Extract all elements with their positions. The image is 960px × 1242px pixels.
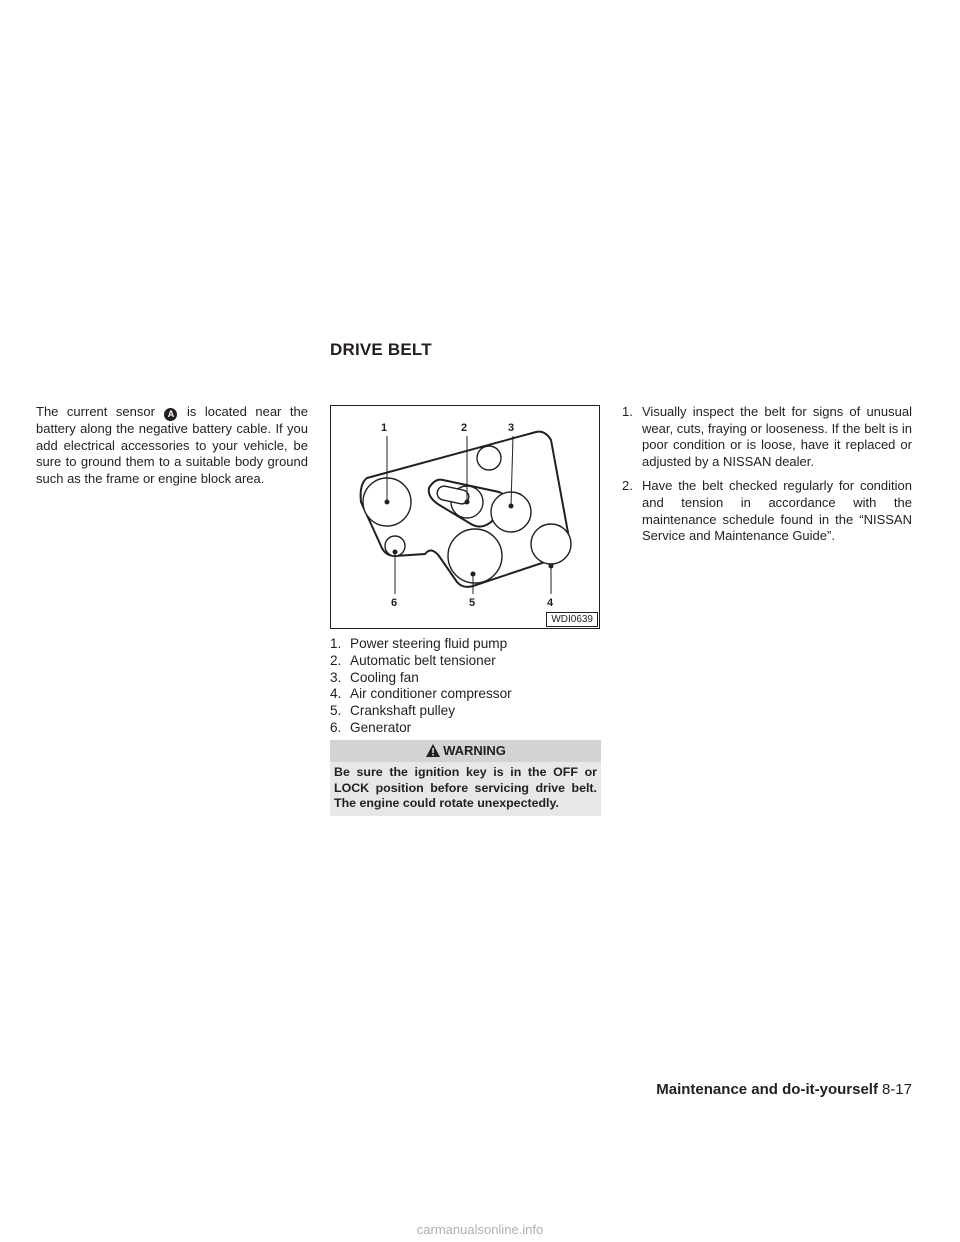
callout-1: 1 [381, 422, 388, 434]
warning-triangle-icon [425, 743, 441, 758]
paragraph-text-start: The current sensor [36, 404, 155, 419]
callout-5: 5 [469, 597, 476, 609]
pulley-ac-compressor [531, 524, 571, 564]
step-item: 2. Have the belt checked regularly for condition and tension in accordance with the maintenance schedule found in the “NISSAN Service and Maintenance Guide”. [622, 478, 912, 544]
site-watermark[interactable]: carmanualsonline.info [416, 1222, 544, 1237]
warning-box [330, 740, 601, 816]
chapter-title: Maintenance and do-it-yourself [656, 1081, 878, 1098]
component-legend [330, 636, 602, 737]
step-item: 1. Visually inspect the belt for signs of unusual wear, cuts, fraying or looseness. If the belt is in poor condition or is loose, have it replaced or adjusted by a NISSAN dealer. [622, 404, 912, 469]
legend-item: 6. Generator [330, 719, 412, 735]
warning-title: WARNING [443, 743, 506, 758]
paragraph-text-end: is located near the battery along the negative battery cable. If you add electrical accessories to your vehicle, be sure to ground them to a suitable body ground such as the frame or engine block area. [36, 404, 308, 486]
warning-text: Be sure the ignition key is in the OFF or LOCK position before servicing drive belt. The engine could rotate unexpectedly. [334, 765, 597, 810]
current-sensor-paragraph [36, 404, 308, 487]
callout-2: 2 [461, 422, 468, 434]
warning-header [330, 740, 601, 762]
section-title: DRIVE BELT [330, 340, 432, 359]
figure-code: WDI0639 [546, 612, 598, 627]
belt-routing-illustration [331, 406, 599, 628]
page-footer [656, 1081, 912, 1098]
legend-item: 5. Crankshaft pulley [330, 703, 456, 719]
legend-item: 1. Power steering fluid pump [330, 636, 508, 651]
callout-4: 4 [547, 597, 554, 609]
legend-item: 2. Automatic belt tensioner [330, 652, 496, 668]
page-number: 8-17 [881, 1081, 912, 1098]
legend-item: 3. Cooling fan [330, 669, 419, 685]
marker-a-icon: A [164, 408, 177, 421]
drive-belt-diagram [330, 405, 600, 629]
callout-3: 3 [508, 422, 515, 434]
legend-item: 4. Air conditioner compressor [330, 686, 512, 702]
pulley-idler [477, 446, 501, 470]
inspection-steps [622, 404, 912, 553]
callout-6: 6 [391, 597, 398, 609]
